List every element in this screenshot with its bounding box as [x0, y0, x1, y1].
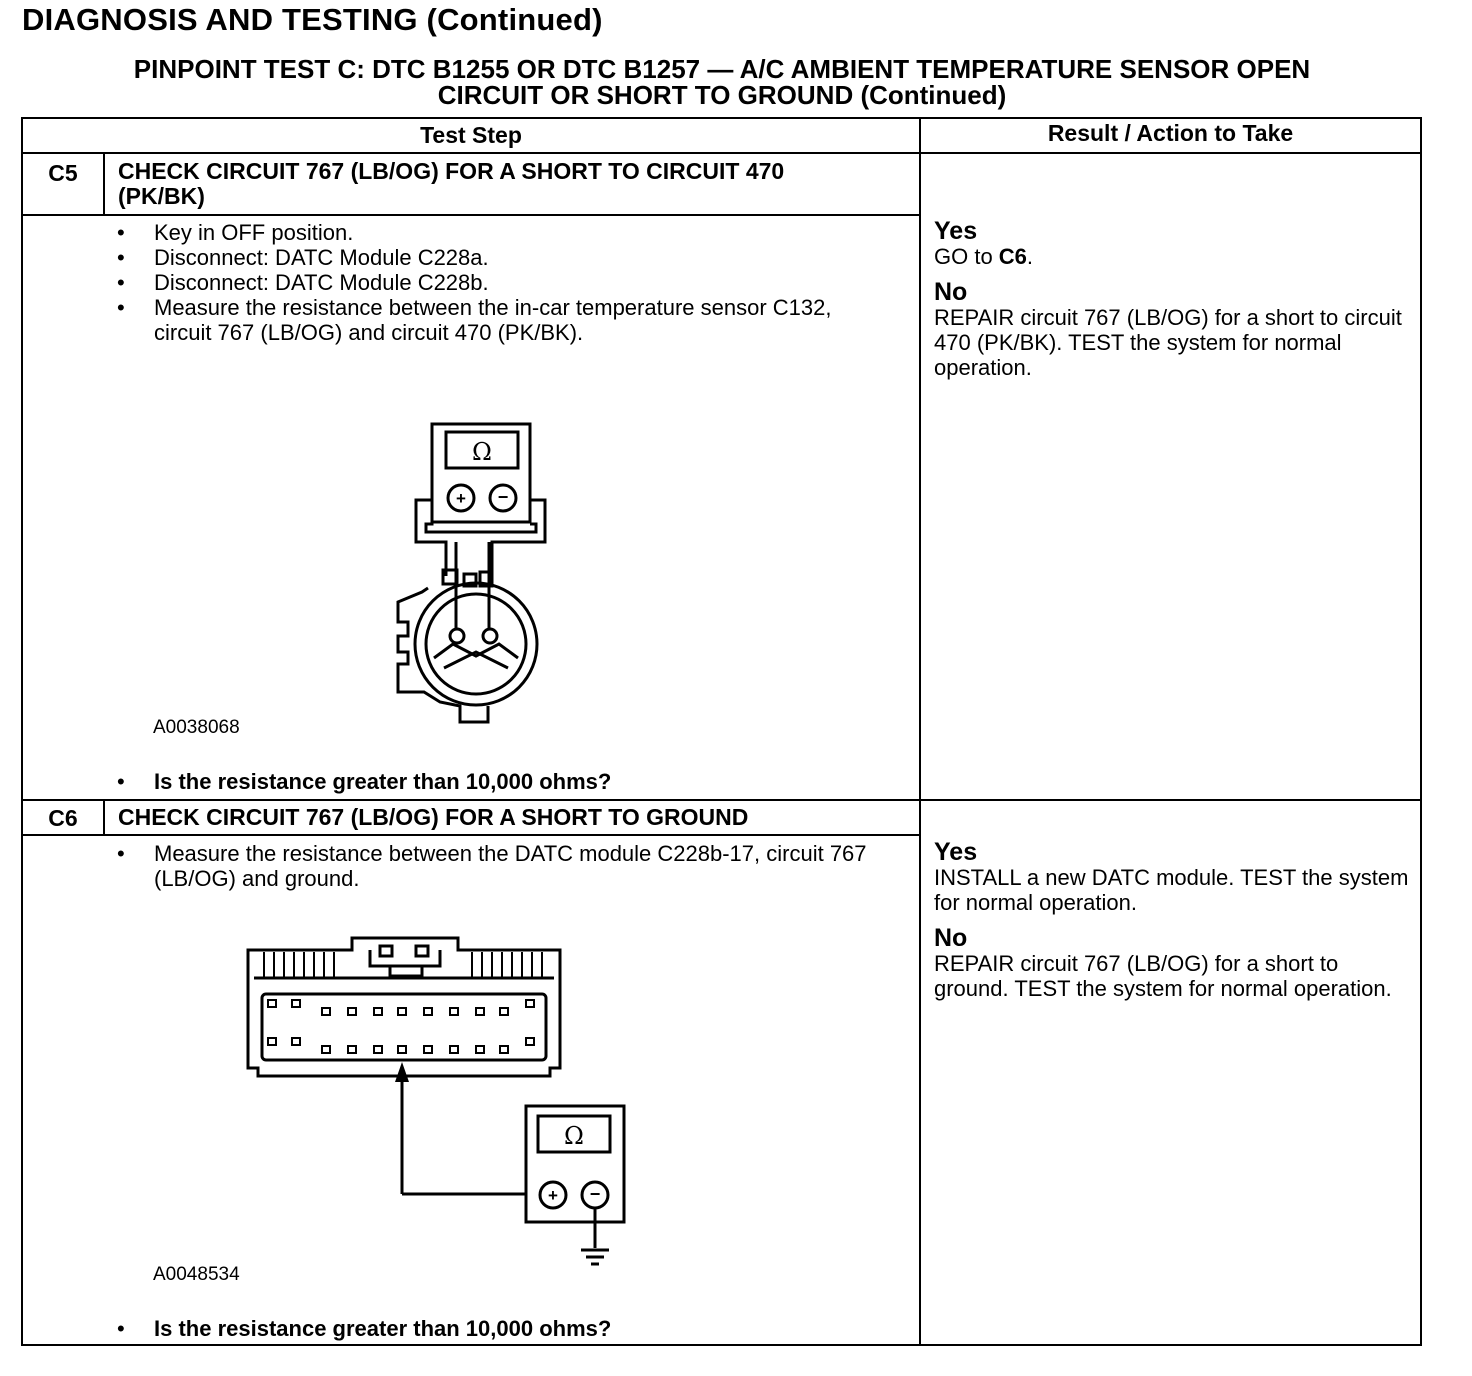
svg-text:−: −: [589, 1184, 601, 1204]
probe-arrow-icon: [395, 1062, 409, 1082]
ohm-symbol: Ω: [564, 1122, 584, 1150]
header-row-divider: [21, 152, 1422, 154]
step-title-c5: [118, 159, 908, 209]
list-item: • Measure the resistance between the DATC module C228b-17, circuit 767 (LB/OG) and ground.: [117, 841, 877, 891]
c6-title-divider: [21, 834, 921, 836]
c6-question-text: Is the resistance greater than 10,000 ohms?: [154, 1316, 612, 1341]
table-bottom-border: [21, 1344, 1422, 1346]
c5-yes-suffix: .: [1026, 244, 1034, 269]
c6-yes-label: Yes: [934, 838, 978, 866]
step-title-c6: CHECK CIRCUIT 767 (LB/OG) FOR A SHORT TO GROUND: [118, 804, 749, 830]
c5-question-text: Is the resistance greater than 10,000 ohms?: [154, 769, 612, 794]
c6-no-action: REPAIR circuit 767 (LB/OG) for a short to ground. TEST the system for normal operation.: [934, 951, 1392, 1001]
c6-bullet-list: [117, 841, 877, 891]
c5-id-divider: [103, 152, 105, 215]
c5-yes-action: [934, 244, 1416, 269]
c6-question: • Is the resistance greater than 10,000 ohms?: [117, 1316, 612, 1341]
c5-yes-label: Yes: [934, 217, 978, 245]
list-item: • Key in OFF position.: [117, 220, 887, 245]
page-title: DIAGNOSIS AND TESTING (Continued): [22, 2, 603, 37]
c5-yes-text: GO to: [934, 244, 999, 269]
column-header-result: Result / Action to Take: [1047, 120, 1294, 146]
c5-question: • Is the resistance greater than 10,000 ohms?: [117, 769, 612, 794]
column-header-test-step: Test Step: [420, 122, 522, 148]
c6-row-divider: [21, 799, 1422, 801]
c5-sensor-ohmmeter-diagram: [380, 418, 570, 730]
c6-no-label: No: [934, 924, 968, 952]
step-title-c5-line1: CHECK CIRCUIT 767 (LB/OG) FOR A SHORT TO CIRCUIT 470: [118, 158, 785, 184]
c6-module-connector-ohmmeter-diagram: [240, 930, 640, 1270]
c5-goto-step-link: C6: [998, 244, 1027, 269]
pinpoint-test-title-line2: CIRCUIT OR SHORT TO GROUND (Continued): [437, 80, 1007, 110]
c5-bullet-list: [117, 220, 887, 345]
table-column-divider: [919, 117, 921, 1346]
table-top-border: [21, 117, 1422, 119]
c6-result: [934, 839, 1416, 1001]
list-item: • Disconnect: DATC Module C228a.: [117, 245, 887, 270]
step-title-c5-line2: (PK/BK): [118, 183, 205, 209]
pinpoint-test-title-line1: PINPOINT TEST C: DTC B1255 OR DTC B1257 — A/C AMBIENT TEMPERATURE SENSOR OPEN: [133, 54, 1311, 84]
c5-no-action: REPAIR circuit 767 (LB/OG) for a short to circuit 470 (PK/BK). TEST the system for normal operation.: [934, 305, 1402, 380]
c6-yes-action: INSTALL a new DATC module. TEST the system for normal operation.: [934, 865, 1409, 915]
list-item: • Measure the resistance between the in-car temperature sensor C132, circuit 767 (LB/OG) and circuit 470 (PK/BK).: [117, 295, 887, 345]
figure-id-c5: A0038068: [153, 717, 240, 738]
svg-text:+: +: [548, 1186, 558, 1205]
step-id-c5: C5: [48, 160, 78, 186]
ohm-symbol: Ω: [472, 438, 492, 466]
table-right-border: [1420, 117, 1422, 1346]
figure-id-c6: A0048534: [153, 1264, 240, 1285]
c5-title-divider: [21, 214, 921, 216]
table-left-border: [21, 117, 23, 1346]
list-item: • Disconnect: DATC Module C228b.: [117, 270, 887, 295]
svg-text:−: −: [497, 487, 509, 507]
svg-text:+: +: [456, 489, 466, 508]
step-id-c6: C6: [48, 805, 78, 831]
c6-id-divider: [103, 799, 105, 835]
c5-no-label: No: [934, 278, 968, 306]
c5-result: [934, 218, 1416, 380]
ground-symbol-icon: [581, 1250, 609, 1264]
